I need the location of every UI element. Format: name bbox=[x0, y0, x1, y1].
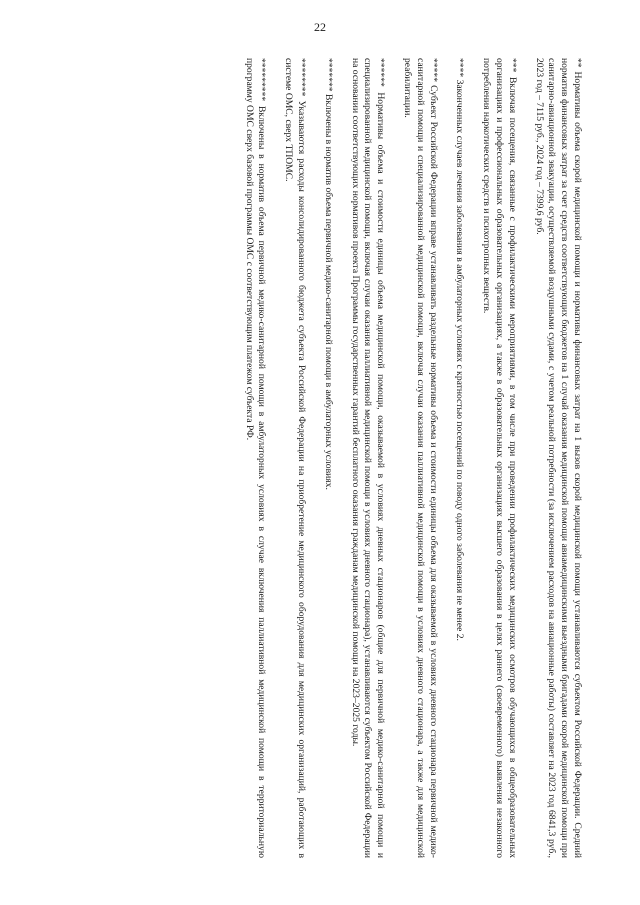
rotated-footnotes-block bbox=[73, 58, 583, 858]
footnote-8: ******** Указываются расходы консолидированного бюджета субъекта Российской Федерации на приобретение медицинского оборудования для медицинских организаций, работающих в системе ОМС, сверх ТПОМС. bbox=[283, 58, 308, 858]
footnote-4: **** Законченных случаев лечения заболевания в амбулаторных условиях с кратностью посещений по поводу одного заболевания не менее 2. bbox=[454, 58, 466, 641]
footnote-9: ********* Включены в норматив объема первичной медико-санитарной помощи в амбулаторных условиях в случае включения паллиативной медицинской помощи в территориальную программу ОМС сверх базовой программы ОМС с соответствующим платежом субъекта РФ. bbox=[243, 58, 268, 858]
footnote-6: ****** Нормативы объема и стоимости единицы объема медицинской помощи, оказываемой в условиях дневных стационаров (общие для первичной медико-санитарной помощи и специализированной медицинской помощи, включая случаи оказания паллиативной медицинской помощи в условиях дневного стационара), устанавливаются субъектом Российской Федерации на основании соответствующих нормативов проекта Программы государственных гарантий бесплатного оказания гражданам медицинской помощи на 2023–2025 годы. bbox=[349, 58, 387, 858]
footnote-2: ** Нормативы объема скорой медицинской помощи и нормативы финансовых затрат на 1 вызов скорой медицинской помощи устанавливаются субъектом Российской Федерации. Средний норматив финансовых затрат за счет средств соответствующих бюджетов на 1 случай оказания медицинской помощи авиамедицинскими выездными бригадами скорой медицинской помощи при санитарно-авиационной эвакуации, осуществляемой воздушными судами, с учетом реальной потребности (за исключением расходов на авиационные работы) составляет на 2023 год 6841,3 руб., 2023 год – 7115 руб., 2024 год – 7399,6 руб. bbox=[533, 58, 583, 858]
footnote-5: ***** Субъект Российской Федерации вправе устанавливать раздельные нормативы объема и стоимости единицы объема для оказываемой в условиях дневного стационара первичной медико-санитарной помощи и специализированной медицинской помощи, включая случаи оказания паллиативной медицинской помощи в условиях дневного стационара, а также для медицинской реабилитации. bbox=[402, 58, 439, 858]
page-number: 22 bbox=[314, 20, 326, 34]
footnote-7: ******* Включены в норматив объема первичной медико-санитарной помощи в амбулаторных условиях. bbox=[322, 58, 334, 490]
footnote-3: *** Включая посещения, связанные с профилактическими мероприятиями, в том числе при проведении профилактических медицинских осмотров обучающихся в общеобразовательных организациях и профессиональных образовательных организациях, а также в образовательных организациях высшего образования в целях раннего (своевременного) выявления незаконного потребления наркотических средств и психотропных веществ. bbox=[481, 58, 518, 858]
